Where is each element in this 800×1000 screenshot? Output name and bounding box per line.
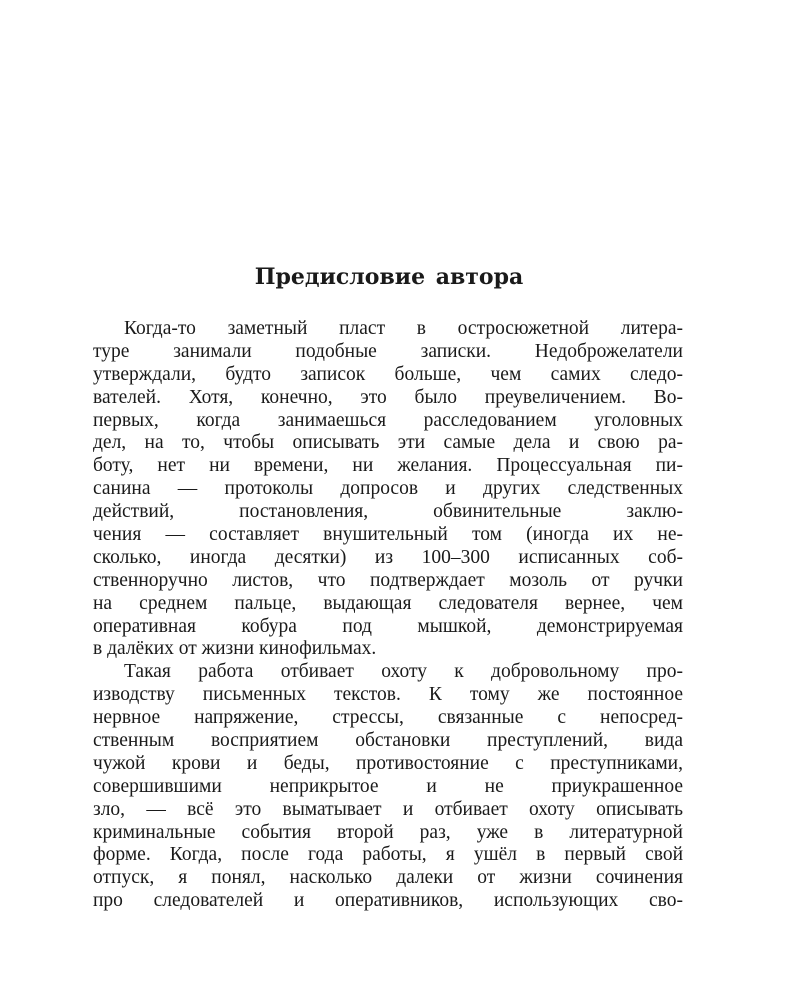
paragraph-1-line-7: боту, нет ни времени, ни желания. Процессуальная пи- [93, 455, 683, 477]
paragraph-1-line-4: вателей. Хотя, конечно, это было преувеличением. Во- [93, 386, 683, 408]
paragraph-2-line-4: ственным восприятием обстановки преступлений, вида [93, 730, 683, 752]
paragraph-1-line-2: туре занимали подобные записки. Недоброжелатели [93, 340, 683, 362]
paragraph-1-line-15: в далёких от жизни кинофильмах. [93, 638, 377, 660]
paragraph-1-line-8: санина — протоколы допросов и других следственных [93, 478, 683, 500]
paragraph-1-line-12: ственноручно листов, что подтверждает мозоль от ручки [93, 569, 683, 591]
paragraph-1-line-9: действий, постановления, обвинительные заклю- [93, 501, 683, 523]
paragraph-2-line-8: криминальные события второй раз, уже в литературной [93, 821, 683, 843]
paragraph-2-line-2: изводству письменных текстов. К тому же постоянное [93, 684, 683, 706]
paragraph-2-line-7: зло, — всё это выматывает и отбивает охоту описывать [93, 798, 683, 820]
paragraph-2-line-11: про следователей и оперативников, использующих сво- [93, 890, 683, 912]
paragraph-1-line-5: первых, когда занимаешься расследованием уголовных [93, 409, 683, 431]
paragraph-2-line-10: отпуск, я понял, насколько далеки от жизни сочинения [93, 867, 683, 889]
body-text [93, 318, 683, 913]
paragraph-1-line-13: на среднем пальце, выдающая следователя вернее, чем [93, 592, 683, 614]
chapter-title: Предисловие автора [254, 264, 524, 290]
paragraph-1-line-6: дел, на то, чтобы описывать эти самые дела и свою ра- [93, 432, 683, 454]
paragraph-1-line-3: утверждали, будто записок больше, чем самих следо- [93, 363, 683, 385]
paragraph-2-line-6: совершившими неприкрытое и не приукрашенное [93, 775, 683, 797]
paragraph-2-line-3: нервное напряжение, стрессы, связанные с непосред- [93, 707, 683, 729]
paragraph-2-line-5: чужой крови и беды, противостояние с преступниками, [93, 752, 683, 774]
paragraph-1-line-14: оперативная кобура под мышкой, демонстрируемая [93, 615, 683, 637]
paragraph-1-line-1: Когда-то заметный пласт в остросюжетной литера- [124, 318, 683, 339]
paragraph-2-line-9: форме. Когда, после года работы, я ушёл в первый свой [93, 844, 683, 866]
paragraph-1-line-10: чения — составляет внушительный том (иногда их не- [93, 524, 683, 546]
paragraph-1-line-11: сколько, иногда десятки) из 100–300 исписанных соб- [93, 546, 683, 568]
paragraph-2-line-1: Такая работа отбивает охоту к добровольному про- [124, 661, 683, 683]
